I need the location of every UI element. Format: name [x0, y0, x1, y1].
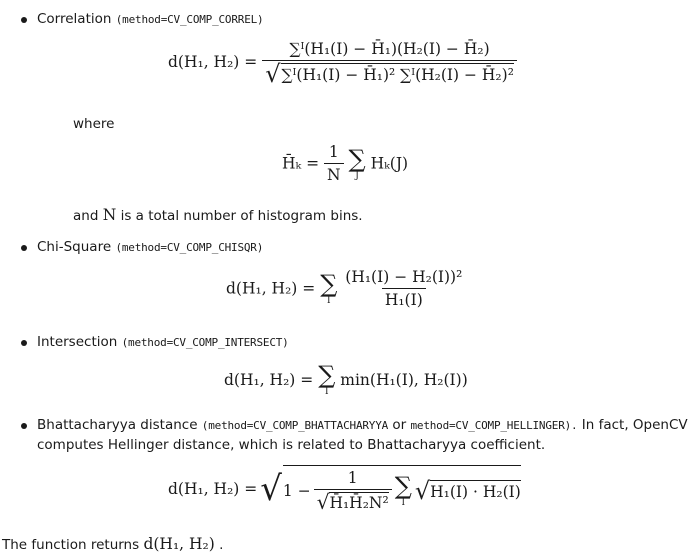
sqrt-icon: √ — [265, 59, 281, 88]
fraction — [342, 268, 465, 309]
formula-bhattacharyya — [168, 465, 521, 512]
bullet-marker — [21, 17, 27, 23]
formula-lhs: d(H₁, H₂) = — [224, 371, 314, 389]
bullet-marker — [21, 340, 27, 346]
method-code: (method=CV_COMP_CORREL) — [115, 13, 264, 26]
fraction-denominator — [314, 489, 392, 512]
sqrt-icon: √ — [260, 468, 282, 509]
formula-rhs: Hₖ(J) — [370, 154, 409, 173]
fraction-numerator: (H₁(I) − H₂(I))² — [345, 268, 463, 286]
fraction — [324, 143, 344, 184]
formula-chi-square — [226, 268, 465, 309]
fraction — [262, 40, 517, 88]
method-code: (method=CV_COMP_BHATTACHARYYA — [201, 419, 389, 432]
sqrt-icon: √ — [414, 476, 431, 505]
sum-index: I — [326, 295, 331, 306]
bhattacharyya-continuation: computes Hellinger distance, which is related to Bhattacharyya coefficient. — [37, 437, 546, 453]
formula-lhs: H̄ₖ = — [282, 154, 320, 173]
return-expression: d(H₁, H₂) — [143, 535, 215, 553]
sigma-icon: ∑ — [394, 471, 412, 500]
sigma-icon: ∑ — [320, 269, 338, 298]
sqrt-body: H₁(I) · H₂(I) — [430, 480, 521, 501]
return-sentence — [2, 535, 223, 553]
summation — [348, 144, 366, 181]
fraction-numerator: 1 — [347, 469, 358, 487]
sigma-icon: ∑ — [348, 144, 366, 173]
method-code: (method=CV_COMP_CHISQR) — [115, 241, 264, 254]
return-prefix: The function returns — [2, 537, 140, 553]
item-label: Intersection — [37, 334, 118, 350]
return-suffix: . — [219, 537, 224, 553]
formula-rhs: min(H₁(I), H₂(I)) — [340, 371, 468, 389]
method-code: method=CV_COMP_HELLINGER). — [410, 419, 578, 432]
formula-correlation — [168, 40, 517, 88]
item-label: Correlation — [37, 11, 112, 27]
sum-index: I — [324, 387, 329, 397]
sum-index: I — [401, 497, 406, 508]
sigma-icon: ∑ — [318, 361, 336, 389]
method-code: (method=CV_COMP_INTERSECT) — [121, 336, 289, 349]
one-minus: 1 − — [282, 481, 311, 500]
formula-lhs: d(H₁, H₂) = — [226, 279, 316, 298]
bins-sentence — [73, 206, 363, 224]
formula-lhs: d(H₁, H₂) = — [168, 479, 258, 498]
fraction — [314, 469, 392, 512]
bullet-marker — [21, 245, 27, 251]
fraction-denominator: N — [324, 163, 344, 184]
list-item-correlation — [37, 11, 263, 27]
sqrt-icon: √ — [316, 490, 330, 514]
formula-intersection — [224, 363, 468, 397]
summation — [394, 471, 412, 508]
summation — [318, 363, 335, 397]
note-text: In fact, OpenCV — [577, 417, 688, 433]
and-text: and — [73, 208, 99, 224]
fraction-denominator — [262, 59, 517, 88]
formula-lhs: d(H₁, H₂) = — [168, 53, 258, 71]
list-item-bhattacharyya — [37, 417, 688, 433]
fraction-numerator: 1 — [328, 143, 339, 161]
item-label: Bhattacharyya distance — [37, 417, 198, 433]
formula-mean — [282, 143, 408, 184]
sqrt-body — [283, 465, 521, 512]
where-text: where — [73, 116, 115, 132]
bullet-marker — [21, 423, 27, 429]
list-item-chi-square — [37, 239, 263, 255]
or-text: or — [392, 417, 407, 433]
sqrt-body: H̄₁H̄₂N² — [329, 494, 389, 512]
fraction-denominator: H₁(I) — [382, 288, 426, 309]
fraction-numerator: ∑ᴵ(H₁(I) − H̄₁)(H₂(I) − H̄₂) — [289, 40, 490, 58]
n-symbol: N — [102, 206, 117, 224]
list-item-intersection — [37, 334, 289, 350]
bins-text: is a total number of histogram bins. — [120, 208, 363, 224]
sqrt-body: ∑ᴵ(H₁(I) − H̄₁)² ∑ᴵ(H₂(I) − H̄₂)² — [281, 63, 513, 84]
item-label: Chi-Square — [37, 239, 112, 255]
summation — [320, 269, 338, 306]
sum-index: J — [355, 170, 359, 181]
